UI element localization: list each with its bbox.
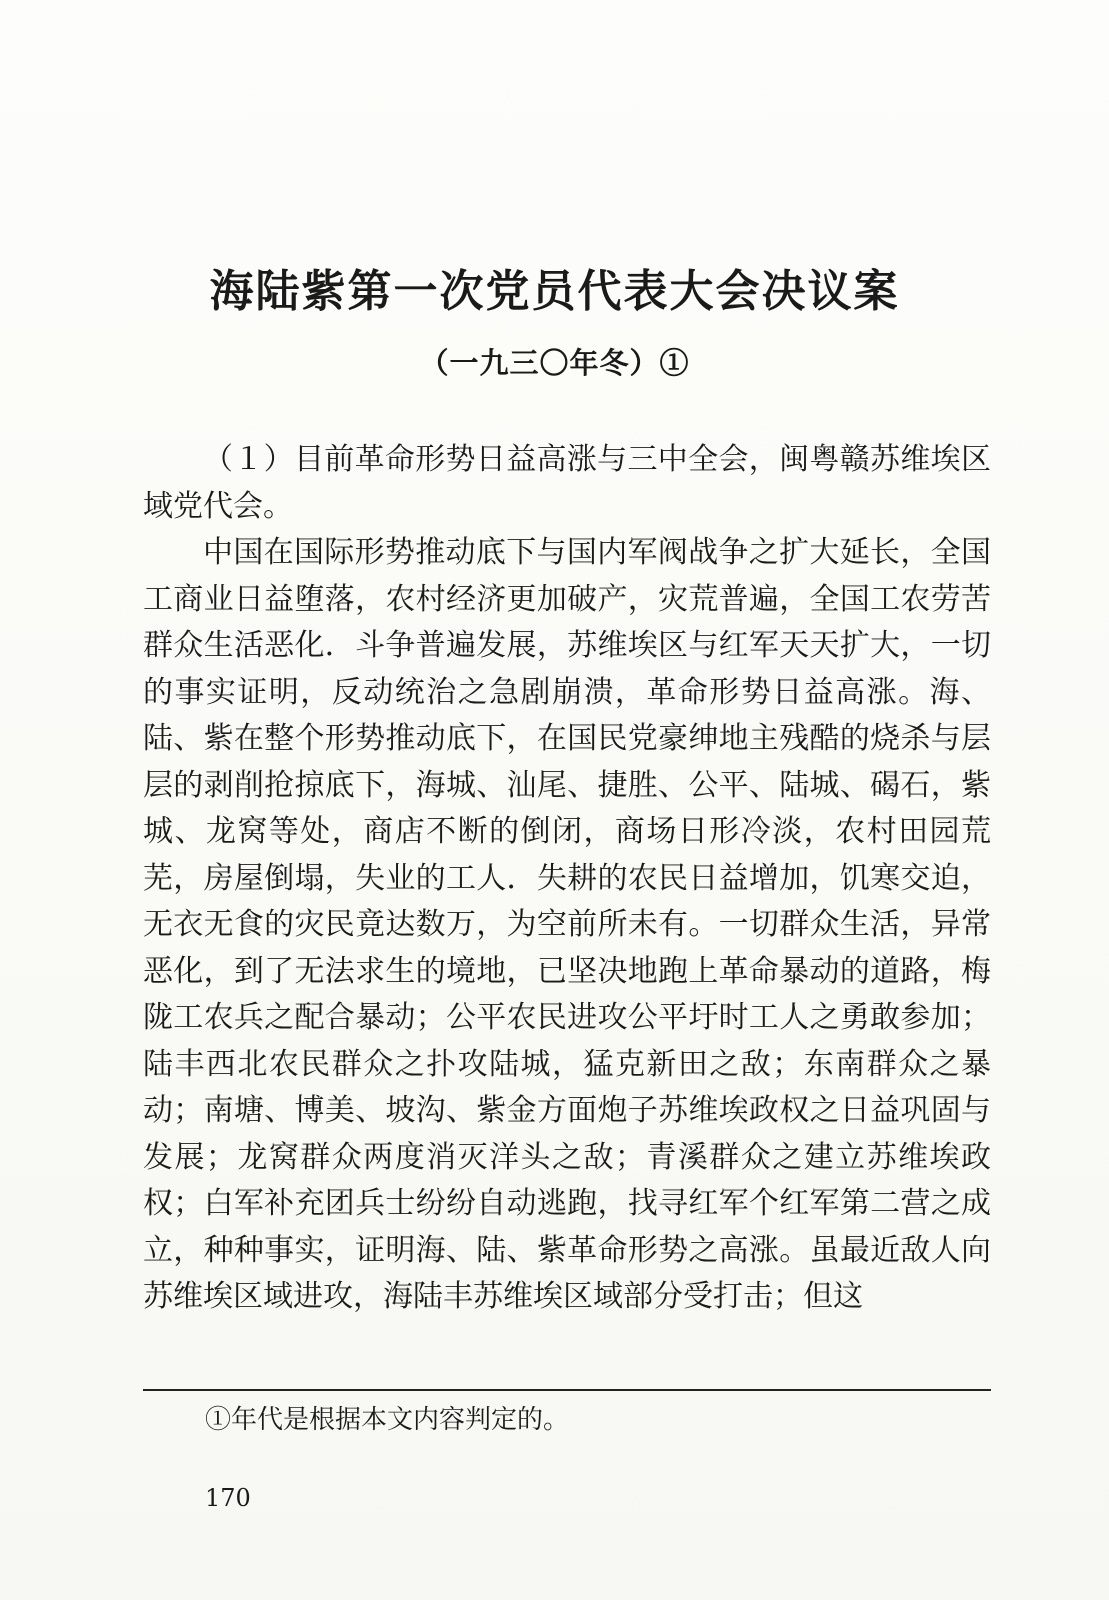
- paragraph-body: 中国在国际形势推动底下与国内军阀战争之扩大延长，全国工商业日益堕落，农村经济更加破产，灾荒普遍，全国工农劳苦群众生活恶化．斗争普遍发展，苏维埃区与红军天天扩大，一切的事实证明，反动统治之急剧崩溃，革命形势日益高涨。海、陆、紫在整个形势推动底下，在国民党豪绅地主残酷的烧杀与层层的剥削抢掠底下，海城、汕尾、捷胜、公平、陆城、碣石，紫城、龙窝等处，商店不断的倒闭，商场日形冷淡，农村田园荒芜，房屋倒塌，失业的工人．失耕的农民日益增加，饥寒交迫，无衣无食的灾民竟达数万，为空前所未有。一切群众生活，异常恶化，到了无法求生的境地，已坚决地跑上革命暴动的道路，梅陇工农兵之配合暴动；公平农民进攻公平圩时工人之勇敢参加；陆丰西北农民群众之扑攻陆城，猛克新田之敌；东南群众之暴动；南塘、博美、坡沟、紫金方面炮子苏维埃政权之日益巩固与发展；龙窝群众两度消灭洋头之敌；青溪群众之建立苏维埃政权；白军补充团兵士纷纷自动逃跑，找寻红军个红军第二营之成立，种种事实，证明海、陆、紫革命形势之高涨。虽最近敌人向苏维埃区域进攻，海陆丰苏维埃区域部分受打击；但这: [143, 535, 991, 1314]
- footnote-divider: [143, 1389, 991, 1391]
- document-body: [143, 437, 991, 1321]
- paragraph-heading: （１）目前革命形势日益高涨与三中全会，闽粤赣苏维埃区域党代会。: [143, 442, 991, 524]
- footnote: ①年代是根据本文内容判定的。: [205, 1405, 570, 1435]
- page-number: 170: [205, 1484, 251, 1512]
- document-title: 海陆紫第一次党员代表大会决议案: [209, 266, 900, 317]
- document-subtitle: （一九三〇年冬）①: [419, 346, 690, 380]
